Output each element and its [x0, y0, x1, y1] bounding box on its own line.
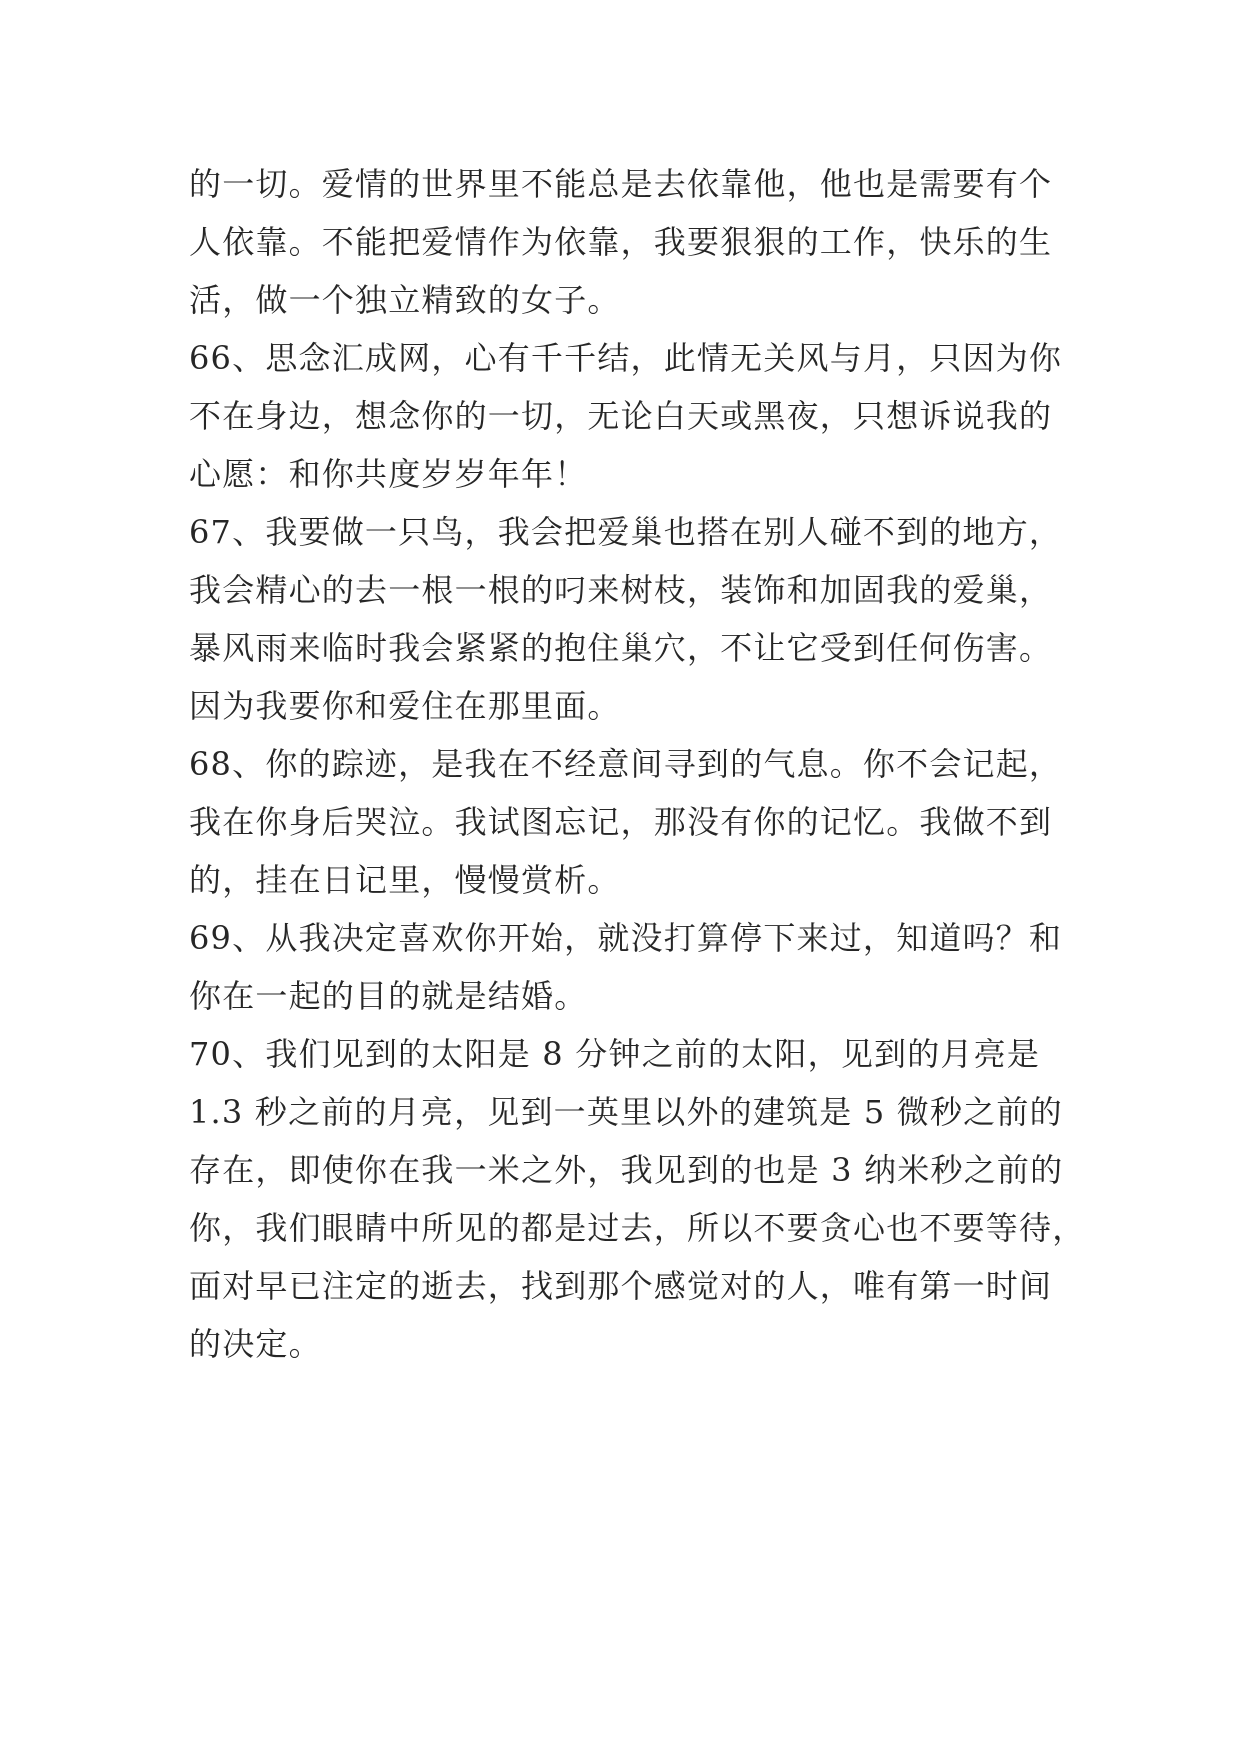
text-line: 66、思念汇成网，心有千千结，此情无关风与月，只因为你	[189, 339, 1063, 377]
text-line: 心愿：和你共度岁岁年年！	[189, 455, 588, 493]
text-line: 的决定。	[189, 1325, 322, 1363]
text-line: 人依靠。不能把爱情作为依靠，我要狠狠的工作，快乐的生	[189, 223, 1053, 261]
text-line: 你在一起的目的就是结婚。	[189, 977, 588, 1015]
text-line: 因为我要你和爱住在那里面。	[189, 687, 621, 725]
text-line: 70、我们见到的太阳是 8 分钟之前的太阳，见到的月亮是	[189, 1035, 1041, 1073]
text-line: 的一切。爱情的世界里不能总是去依靠他，他也是需要有个	[189, 165, 1053, 203]
text-line: 我会精心的去一根一根的叼来树枝，装饰和加固我的爱巢，	[189, 571, 1053, 609]
text-line: 不在身边，想念你的一切，无论白天或黑夜，只想诉说我的	[189, 397, 1053, 435]
text-line: 69、从我决定喜欢你开始，就没打算停下来过，知道吗？和	[189, 919, 1063, 957]
text-line: 活，做一个独立精致的女子。	[189, 281, 621, 319]
text-line: 我在你身后哭泣。我试图忘记，那没有你的记忆。我做不到	[189, 803, 1053, 841]
text-line: 存在，即使你在我一米之外，我见到的也是 3 纳米秒之前的	[189, 1151, 1064, 1189]
text-line: 你，我们眼睛中所见的都是过去，所以不要贪心也不要等待，	[189, 1209, 1086, 1247]
text-line: 1.3 秒之前的月亮，见到一英里以外的建筑是 5 微秒之前的	[189, 1093, 1063, 1131]
body-text	[189, 155, 1086, 1373]
text-line: 暴风雨来临时我会紧紧的抱住巢穴，不让它受到任何伤害。	[189, 629, 1053, 667]
text-line: 67、我要做一只鸟，我会把爱巢也搭在别人碰不到的地方，	[189, 513, 1063, 551]
text-line: 的，挂在日记里，慢慢赏析。	[189, 861, 621, 899]
text-line: 68、你的踪迹，是我在不经意间寻到的气息。你不会记起，	[189, 745, 1063, 783]
text-line: 面对早已注定的逝去，找到那个感觉对的人，唯有第一时间	[189, 1267, 1053, 1305]
